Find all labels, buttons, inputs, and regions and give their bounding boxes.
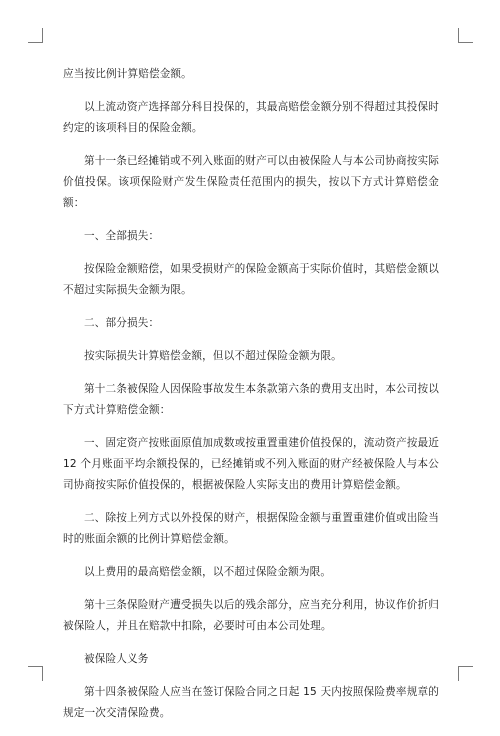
crop-mark-bottom-left [28, 666, 43, 681]
paragraph: 第十四条被保险人应当在签订保险合同之日起 15 天内按照保险费率规章的规定一次交清保险费。 [63, 686, 439, 719]
paragraph: 第十三条保险财产遭受损失以后的残余部分，应当充分利用，协议作价折归被保险人，并且在赔款中扣除，必要时可由本公司处理。 [63, 599, 439, 632]
paragraph: 以上流动资产选择部分科目投保的，其最高赔偿金额分别不得超过其投保时约定的该项科目的保险金额。 [63, 101, 439, 134]
paragraph: 第十二条被保险人因保险事故发生本条款第六条的费用支出时，本公司按以下方式计算赔偿金额： [63, 383, 439, 416]
paragraph: 应当按比例计算赔偿金额。 [63, 68, 192, 80]
paragraph: 二、部分损失： [84, 317, 160, 329]
document-body [63, 64, 439, 736]
paragraph: 按实际损失计算赔偿金额，但以不超过保险金额为限。 [84, 350, 342, 362]
paragraph: 二、除按上列方式以外投保的财产，根据保险金额与重置重建价值或出险当时的账面余额的比例计算赔偿金额。 [63, 512, 439, 545]
paragraph: 一、全部损失： [84, 230, 160, 242]
section-heading: 被保险人义务 [84, 653, 149, 665]
paragraph: 按保险金额赔偿，如果受损财产的保险金额高于实际价值时，其赔偿金额以不超过实际损失金额为限。 [63, 263, 439, 296]
crop-mark-bottom-right [458, 666, 473, 681]
paragraph: 以上费用的最高赔偿金额，以不超过保险金额为限。 [84, 566, 332, 578]
crop-mark-top-left [28, 28, 43, 43]
crop-mark-top-right [458, 28, 473, 43]
paragraph: 一、固定资产按账面原值加成数或按重置重建价值投保的，流动资产按最近 12 个月账面平均余额投保的，已经摊销或不列入账面的财产经被保险人与本公司协商按实际价值投保的，根据被保险人实际支出的费用计算赔偿金额。 [63, 437, 439, 491]
paragraph: 第十一条已经摊销或不列入账面的财产可以由被保险人与本公司协商按实际价值投保。该项保险财产发生保险责任范围内的损失，按以下方式计算赔偿金额： [63, 155, 439, 209]
